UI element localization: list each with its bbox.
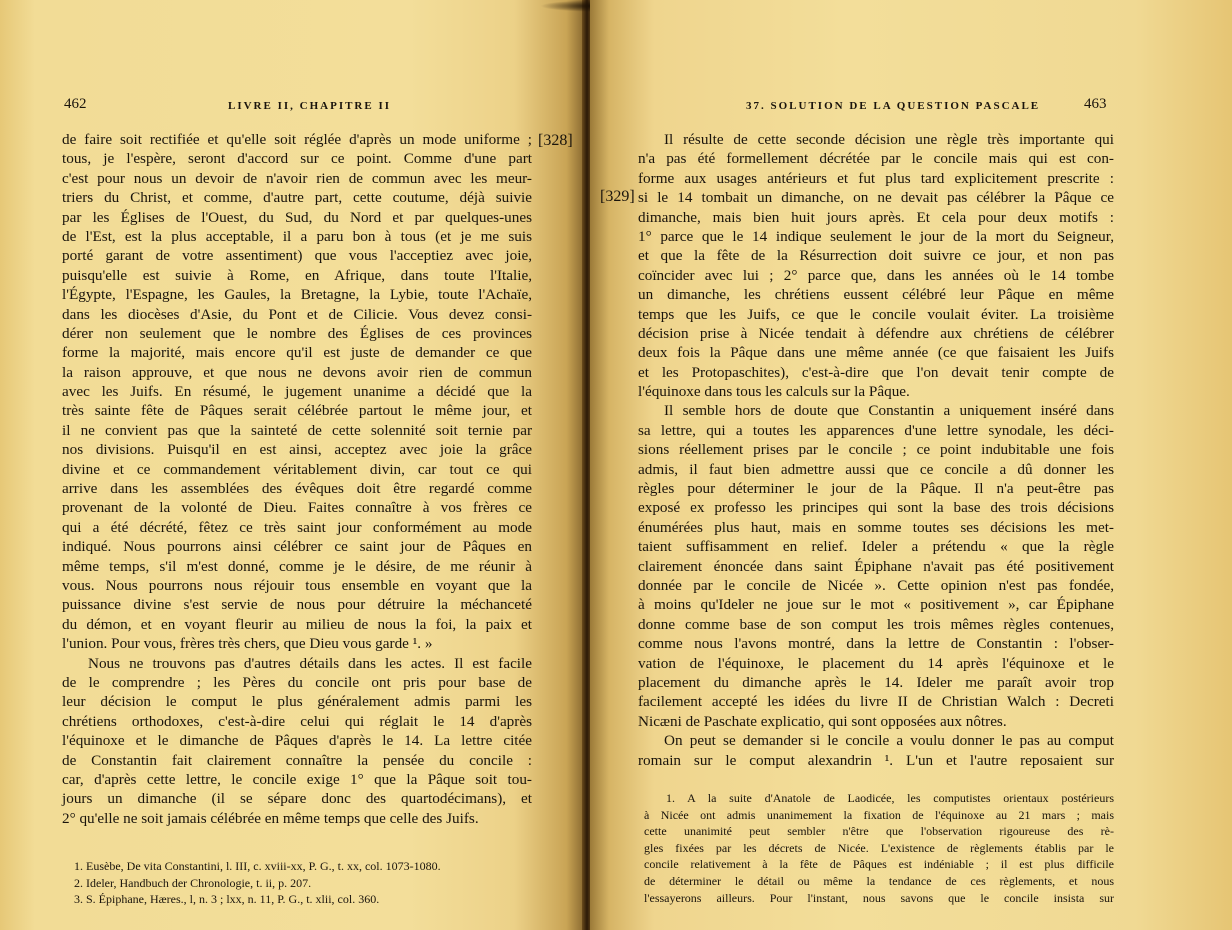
text-line: dans les diocèses d'Asie, du Pont et de Cilicie. Vous devez consi- — [62, 305, 532, 323]
text-line: arrive dans les assemblées des évêques doit être regardé comme — [62, 480, 532, 498]
footnote: à Nicée ont admis unanimement la fixation de l'équinoxe au 21 mars ; mais — [644, 807, 1114, 822]
text-line: On peut se demander si le concile a voulu donner le pas au comput — [664, 732, 1114, 750]
text-line: à moins qu'Ideler ne joue sur le mot « positivement », car Épiphane — [638, 596, 1114, 614]
text-line: triers du Christ, et comme, d'autre part, cette coutume, déjà suivie — [62, 189, 532, 207]
text-line: et les Protopaschites), c'est-à-dire que l'on devait tenir compte de — [638, 363, 1114, 381]
right-footnotes — [644, 790, 1114, 906]
footnote: de déterminer le détail ou même la tendance de ces règlements, et nous — [644, 873, 1114, 888]
text-line: admis, il faut bien admettre aussi que ce concile a dû donner les — [638, 460, 1114, 478]
text-line: clairement énoncée dans saint Épiphane n'avait pas été positivement — [638, 557, 1114, 575]
text-line: la raison approuve, et que nous ne devons avoir rien de commun — [62, 363, 532, 381]
text-line: Il résulte de cette seconde décision une règle très importante qui — [664, 131, 1114, 148]
text-line: et que la fête de la Résurrection doit suivre ce jour, et non pas — [638, 247, 1114, 265]
text-line: puisqu'elle est suivie à Rome, en Afrique, dans toute l'Italie, — [62, 266, 532, 284]
text-line: donne comme base de son comput les trois mêmes règles contenues, — [638, 615, 1114, 633]
text-line: de le comprendre ; les Pères du concile ont pris pour base de — [62, 673, 532, 691]
footnote: 2. Ideler, Handbuch der Chronologie, t. ii, p. 207. — [74, 875, 312, 890]
text-line: nos divisions. Puisqu'il en est ainsi, acceptez avec joie la grâce — [62, 441, 532, 459]
text-line: donnée par le concile de Nicée ». Cette opinion n'est pas fondée, — [638, 576, 1114, 594]
footnote: l'essayerons ailleurs. Pour l'instant, nous savons que le concile insista sur — [644, 890, 1114, 905]
text-line: romain sur le comput alexandrin ¹. L'un et l'autre reposaient sur — [638, 751, 1114, 769]
text-line: dérer non seulement que le nombre des Églises de ces provinces — [62, 324, 532, 342]
text-line: dimanche, mais bien huit jours après. Et cela pour deux motifs : — [638, 208, 1114, 226]
footnote: cette unanimité peut sembler n'être que l'observation rigoureuse des rè- — [644, 824, 1114, 839]
text-line: deux fois la Pâque dans une même année (ce que faisaient les Juifs — [638, 344, 1114, 362]
text-line: énumérées plus haut, mais en somme toutes ses décisions les met- — [638, 518, 1114, 536]
text-line: 1° parce que le 14 indique seulement le jour de la mort du Seigneur, — [638, 227, 1114, 245]
text-line: vation de l'équinoxe, le placement du 14 après l'équinoxe et le — [638, 654, 1114, 672]
left-page — [0, 0, 584, 930]
margin-note-329: [329] — [600, 188, 635, 205]
text-line: de Constantin fait clairement connaître la pensée du concile : — [62, 751, 532, 769]
text-line: 2° qu'elle ne soit jamais célébrée en même temps que celle des Juifs. — [62, 809, 479, 827]
text-line: n'a pas été formellement décrétée par le concile mais qui est con- — [638, 150, 1114, 168]
text-line: forme aux usages antérieurs et fut plus tard explicitement prescrite : — [638, 169, 1114, 187]
text-line: sions réellement prises par le concile ; ce point indubitable une fois — [638, 441, 1114, 459]
running-head-right: 37. SOLUTION DE LA QUESTION PASCALE — [746, 100, 1041, 112]
text-line: facilement accepté les idées du livre II de Christian Walch : Decreti — [638, 693, 1114, 711]
text-line: par les Églises de l'Ouest, du Sud, du Nord et par quelques-unes — [62, 208, 532, 226]
text-line: Nous ne trouvons pas d'autres détails dans les actes. Il est facile — [88, 654, 532, 672]
text-line: l'union. Pour vous, frères très chers, que Dieu vous garde ¹. » — [62, 635, 433, 653]
text-line: de faire soit rectifiée et qu'elle soit réglée d'après un mode uniforme ; — [62, 131, 532, 148]
text-line: l'équinoxe dans tous les calculs sur la Pâque. — [638, 383, 910, 401]
footnote: gles fixées par les décrets de Nicée. L'existence de règlements établis par le — [644, 840, 1114, 855]
text-line: jours un dimanche (il se sépare donc des quartodécimans), et — [62, 790, 532, 808]
text-line: placement du dimanche après le 14. Ideler me paraît avoir trop — [638, 673, 1114, 691]
text-line: Il semble hors de doute que Constantin a uniquement inséré dans — [664, 402, 1114, 420]
text-line: provenant de la volonté de Dieu. Faites connaître à vos frères ce — [62, 499, 532, 517]
margin-note-328: [328] — [538, 132, 573, 149]
text-line: chrétiens orthodoxes, c'est-à-dire celui qui réglait le 14 d'après — [62, 712, 532, 730]
text-line: il ne convient pas que la sainteté de cette solennité soit ternie par — [62, 421, 532, 439]
left-footnotes — [74, 858, 534, 908]
text-line: si le 14 tombait un dimanche, on ne devait pas célébrer la Pâque ce — [638, 189, 1114, 207]
text-line: du démon, et en voyant fleurir au milieu de nous la foi, la paix et — [62, 615, 532, 633]
right-page — [538, 0, 1232, 930]
text-line: de l'Est, est la plus acceptable, il a paru bon à tous (et je me suis — [62, 227, 532, 245]
text-line: qui a été décrété, fêtez ce très saint jour conformément au mode — [62, 518, 532, 536]
page-number-right: 463 — [1084, 96, 1107, 112]
text-line: forme la majorité, mais encore qu'il est juste de demander ce que — [62, 344, 532, 362]
text-line: coïncider avec lui ; 2° parce que, dans les années où le 14 tombe — [638, 266, 1114, 284]
running-head-left: LIVRE II, CHAPITRE II — [228, 100, 392, 112]
text-line: indiqué. Nous pourrons ainsi célébrer ce saint jour de Pâques en — [62, 538, 532, 556]
footnote: 3. S. Épiphane, Hæres., l, n. 3 ; lxx, n. 11, P. G., t. xlii, col. 360. — [74, 892, 380, 907]
text-line: l'Égypte, l'Espagne, les Gaules, la Bretagne, la Lybie, toute l'Achaïe, — [62, 286, 532, 304]
right-body-text — [638, 130, 1114, 770]
text-line: porté garant de votre assentiment) que vous l'acceptiez avec joie, — [62, 247, 532, 265]
text-line: temps que les Juifs, ce que le concile voulait éviter. La troisième — [638, 305, 1114, 323]
text-line: avec les Juifs. En résumé, le jugement unanime a décidé que la — [62, 383, 532, 401]
footnote: 1. A la suite d'Anatole de Laodicée, les computistes orientaux postérieurs — [666, 791, 1114, 805]
text-line: très sainte fête de Pâques serait célébrée partout le même jour, et — [62, 402, 532, 420]
footnote: 1. Eusèbe, De vita Constantini, l. III, c. xviii-xx, P. G., t. xx, col. 1073-1080. — [74, 859, 441, 873]
text-line: vous. Nous pourrons nous réjouir tous ensemble en voyant que la — [62, 576, 532, 594]
text-line: même temps, s'il m'est donné, comme je le désire, de me réunir à — [62, 557, 532, 575]
text-line: Nicæni de Paschate explicatio, qui sont opposées aux nôtres. — [638, 712, 1007, 730]
text-line: règles pour déterminer le jour de la Pâque. Il n'a peut-être pas — [638, 480, 1114, 498]
text-line: tous, je l'espère, seront d'accord sur ce point. Comme d'une part — [62, 150, 532, 168]
text-line: un dimanche, les chrétiens eussent célébré leur Pâque en même — [638, 286, 1114, 304]
text-line: comme nous l'avons montré, dans la lettre de Constantin : l'obser- — [638, 635, 1114, 653]
text-line: exposé ex professo les principes qui sont la base des trois décisions — [638, 499, 1114, 517]
text-line: décision prise à Nicée tendait à défendre aux chrétiens de célébrer — [638, 324, 1114, 342]
text-line: l'équinoxe et le dimanche de Pâques d'après le 14. La lettre citée — [62, 732, 532, 750]
footnote: concile relativement à la fête de Pâques est indéniable ; il est plus difficile — [644, 857, 1114, 872]
page-number-left: 462 — [64, 96, 87, 112]
text-line: sa lettre, qui a toutes les apparences d'une lettre synodale, les déci- — [638, 421, 1114, 439]
text-line: taient suffisamment en relief. Ideler a prétendu « que la règle — [638, 538, 1114, 556]
text-line: leur décision le comput le plus généralement admis parmi les — [62, 693, 532, 711]
text-line: divine et ce commandement véritablement divin, car tout ce qui — [62, 460, 532, 478]
text-line: car, d'après cette lettre, le concile exige 1° que la Pâque soit tou- — [62, 770, 532, 788]
text-line: puissance divine s'est servie de nous pour détruire la méchanceté — [62, 596, 532, 614]
left-body-text — [62, 130, 532, 828]
text-line: c'est pour nous un devoir de n'avoir rien de commun avec les meur- — [62, 169, 532, 187]
